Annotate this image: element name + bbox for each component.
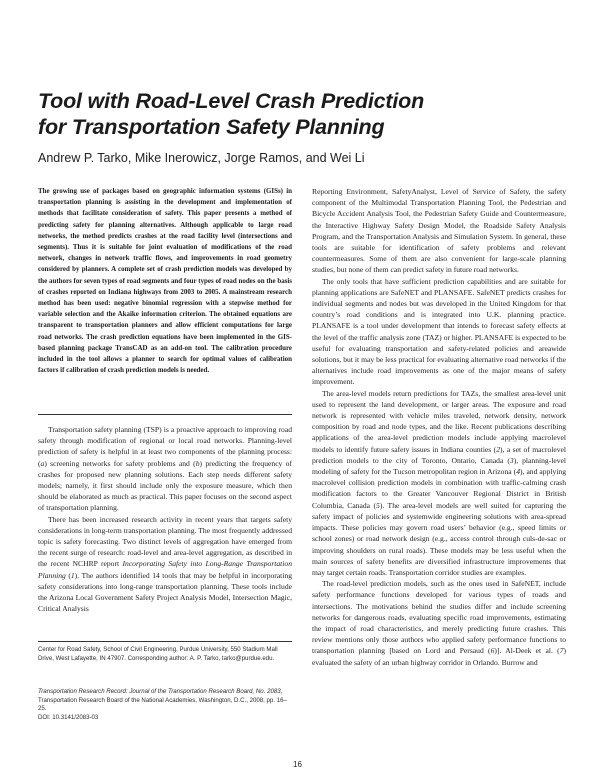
paper-title bbox=[38, 88, 578, 140]
doi: DOI: 10.3141/2083-03 bbox=[38, 713, 99, 721]
body-right-column bbox=[312, 186, 566, 668]
body-paragraph: Transportation safety planning (TSP) is a proactive approach to improving road safety through modification of regional or local road networks. Planning-level prediction of safety is helpful in at least two components of the planning process: (a) screening networks for safety problems and (b) predicting the frequency of crashes for proposed new planning solutions. Each step needs different safety models; namely, it first should include only the exposure measure, which then should be elaborated as much as practical. This paper focuses on the second aspect of transportation planning. bbox=[38, 425, 292, 513]
page-number: 16 bbox=[293, 760, 302, 769]
author-affiliation: Center for Road Safety, School of Civil Engineering, Purdue University, 550 Stadium Mall Drive, West Lafayette, IN 47907. Corresponding author: A. P. Tarko, tarko@purdue.edu. bbox=[38, 646, 278, 662]
body-left-column bbox=[38, 424, 292, 614]
abstract bbox=[38, 186, 292, 376]
body-paragraph: The only tools that have sufficient prediction capabilities and are suitable for planning applications are SafeNET and PLANSAFE. SafeNET predicts crashes for individual segments and nodes but was developed in the United Kingdom for that country’s road conditions and is integrated into U.K. planning practice. PLANSAFE is a tool under development that intends to forecast safety effects at the level of the traffic analysis zone (TAZ) or higher. PLANSAFE is expected to be useful for evaluating transportation and safety-related policies and areawide solutions, but it may be less practical for evaluating alternative road networks if the alternatives include road improvements as one of the major means of safety improvement. bbox=[312, 276, 566, 387]
body-paragraph: The area-level models return predictions for TAZs, the smallest area-level unit used to represent the land development, or larger areas. The exposure and road network is represented with vehicle miles traveled, network density, network composition by road and node types, and the like. Recent publications describing applications of the area-level prediction models include applying macrolevel models to identify future safety issues in Indiana counties (2), a set of macrolevel prediction models to the city of Toronto, Ontario, Canada (3), planning-level modeling of safety for the Tucson metropolitan region in Arizona (4), and applying macrolevel collision prediction models in combination with traffic-calming crash modification factors to the Greater Vancouver Regional District in British Columbia, Canada (5). The area-level models are well suited for capturing the safety impact of policies and systemwide engineering solutions with area-spread impacts. These policies may govern road users’ behavior (e.g., speed limits or school zones) or road network design (e.g., access control through culs-de-sac or improving shoulders on rural roads). These models may be less useful when the main sources of safety benefits are diversified infrastructure improvements that may target certain roads. Transportation corridor studies are examples. bbox=[312, 388, 567, 577]
title-line-1: Tool with Road-Level Crash Prediction bbox=[38, 89, 425, 113]
footnote-divider bbox=[38, 641, 292, 642]
abstract-text: The growing use of packages based on geographic information systems (GISs) in transportation planning is assisting in the development and implementation of methods that facilitate consideration of safety. This paper presents a method of predicting safety for planning alternatives. Although applicable to large road networks, the method predicts crashes at the road facility level (intersections and segments). Thus it is suitable for joint evaluation of modifications of the road network, changes in network traffic flows, and improvements in road geometry considered by planners. A complete set of crash prediction models was developed by the authors for seven types of road segments and four types of road nodes on the basis of crashes reported on Indiana highways from 2003 to 2005. A mainstream research method has been used: negative binomial regression with a stepwise method for variable selection and the Akaike information criterion. The obtained equations are transparent to transportation planners and allow efficient computations for large road networks. The crash prediction equations have been implemented in the GIS-based planning package TransCAD as an add-on tool. The calibration procedure included in the tool allows a planner to search for optimal values of calibration factors if calibration of crash prediction models is needed. bbox=[38, 187, 292, 375]
abstract-divider bbox=[38, 414, 292, 415]
body-paragraph: The road-level prediction models, such as the ones used in SafeNET, include safety performance functions developed for various types of roads and intersections. The motivations behind the studies differ and include screening networks for dangerous roads, evaluating specific road improvements, estimating the impact of road characteristics, and merely predicting future crashes. This review mentions only those authors who applied safety performance functions to transportation planning [based on Lord and Persaud (6)]. Al-Deek et al. (7) evaluated the safety of an urban highway corridor in Orlando. Burrow and bbox=[312, 579, 567, 667]
body-paragraph: There has been increased research activity in recent years that targets safety considerations in long-term transportation planning. The most frequently addressed topic is safety forecasting. Two distinct levels of aggregation have emerged from the recent surge of research: road-level and area-level aggregation, as described in the recent NCHRP report Incorporating Safety into Long-Range Transportation Planning (1). The authors identified 14 tools that may be helpful in incorporating safety considerations into long-range transportation planning. These tools include the Arizona Local Government Safety Project Analysis Model, Intersection Magic, Critical Analysis bbox=[38, 514, 292, 614]
author-list: Andrew P. Tarko, Mike Inerowicz, Jorge Ramos, and Wei Li bbox=[38, 151, 365, 165]
body-paragraph: Reporting Environment, SafetyAnalyst, Level of Service of Safety, the safety component of the Multimodal Transportation Planning Tool, the Pedestrian and Bicycle Accident Analysis Tool, the Pedestrian Safety Guide and Countermeasure, the Interactive Highway Safety Design Model, the Roadside Safety Analysis Program, and the Transportation Analysis and Simulation System. In general, these tools are suitable for identification of safety problems and relevant countermeasures. Some of them are also convenient for large-scale planning studies, but none of them can predict safety in future road networks. bbox=[312, 187, 566, 275]
title-line-2: for Transportation Safety Planning bbox=[38, 115, 385, 139]
journal-citation: Transportation Research Record: Journal of the Transportation Research Board, No. 2083, Transportation Research Board of the National Academies, Washington, D.C., 2008, pp. 16–25. DOI: 10.3141/2083-03 bbox=[38, 688, 287, 721]
